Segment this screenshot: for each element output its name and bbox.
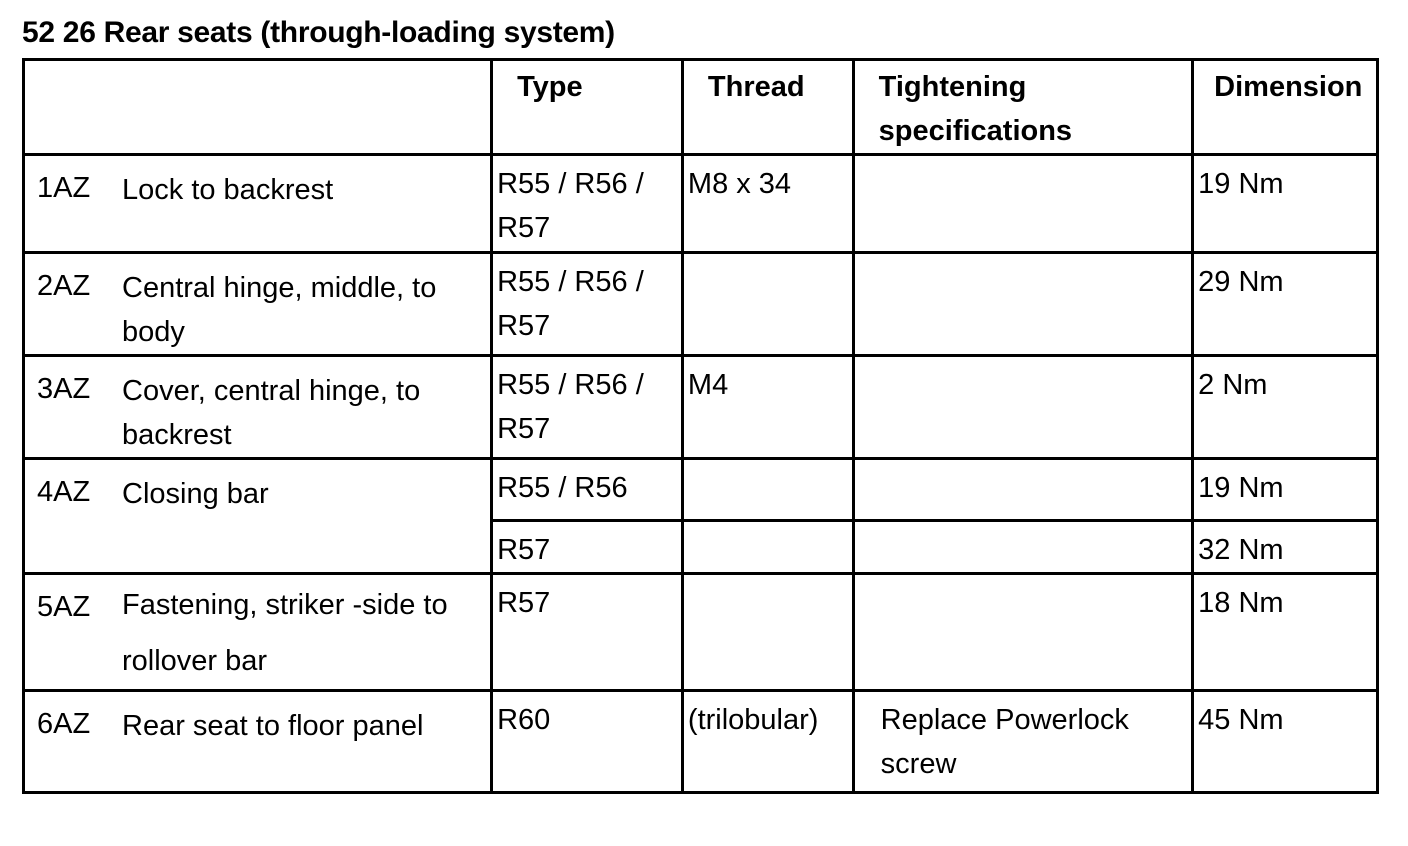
spec-value xyxy=(855,156,1192,162)
dimension-cell xyxy=(1193,459,1378,521)
spec-value xyxy=(855,460,1192,466)
spec-value: Replace Powerlock screw xyxy=(880,704,1129,780)
dimension-value: 19 Nm xyxy=(1198,168,1284,200)
spec-cell xyxy=(853,521,1193,574)
type-cell xyxy=(492,459,683,521)
type-value: R60 xyxy=(497,704,551,736)
dimension-cell xyxy=(1193,574,1378,691)
item-description: Cover, central hinge, to backrest xyxy=(122,375,421,451)
spec-cell xyxy=(853,155,1193,253)
table-row xyxy=(24,574,1378,691)
thread-cell xyxy=(682,521,853,574)
spec-cell xyxy=(853,459,1193,521)
item-description: Central hinge, middle, to body xyxy=(122,272,437,348)
thread-value xyxy=(684,254,852,260)
item-description: Rear seat to floor panel xyxy=(122,710,424,742)
thread-cell xyxy=(682,574,853,691)
type-value: R57 xyxy=(497,587,551,619)
spec-value xyxy=(855,254,1192,260)
item-code: 4AZ xyxy=(37,476,91,508)
dimension-cell xyxy=(1193,155,1378,253)
item-cell xyxy=(24,356,492,459)
dimension-value: 2 Nm xyxy=(1198,369,1268,401)
header-thread: Thread xyxy=(682,60,853,155)
table-row xyxy=(24,253,1378,356)
header-tightening-specifications: Tightening specifications xyxy=(853,60,1193,155)
type-value: R55 / R56 / R57 xyxy=(497,266,644,342)
dimension-cell xyxy=(1193,356,1378,459)
item-cell xyxy=(24,155,492,253)
thread-value xyxy=(684,460,852,466)
item-code: 3AZ xyxy=(37,373,91,405)
thread-value xyxy=(684,575,852,581)
thread-cell xyxy=(682,459,853,521)
dimension-value: 32 Nm xyxy=(1198,534,1284,566)
item-description: Lock to backrest xyxy=(122,174,334,206)
thread-cell xyxy=(682,691,853,793)
dimension-value: 29 Nm xyxy=(1198,266,1284,298)
header-item xyxy=(24,60,492,155)
thread-value: M8 x 34 xyxy=(687,168,792,200)
page-title: 52 26 Rear seats (through-loading system) xyxy=(22,16,615,49)
dimension-cell xyxy=(1193,253,1378,356)
dimension-cell xyxy=(1193,521,1378,574)
type-cell xyxy=(492,356,683,459)
table-row xyxy=(24,459,1378,521)
header-type: Type xyxy=(492,60,683,155)
table-header-row xyxy=(24,60,1378,155)
table-row xyxy=(24,356,1378,459)
item-cell xyxy=(24,691,492,793)
spec-cell xyxy=(853,691,1193,793)
spec-cell xyxy=(853,253,1193,356)
thread-value xyxy=(684,522,852,528)
type-value: R55 / R56 / R57 xyxy=(497,168,644,244)
header-dimension: Dimension xyxy=(1193,60,1378,155)
item-code: 1AZ xyxy=(37,172,91,204)
item-cell xyxy=(24,253,492,356)
dimension-value: 45 Nm xyxy=(1198,704,1284,736)
type-cell xyxy=(492,253,683,356)
thread-value: M4 xyxy=(687,369,729,401)
table-row xyxy=(24,691,1378,793)
type-cell xyxy=(492,691,683,793)
thread-cell xyxy=(682,253,853,356)
item-description: Fastening, striker -side to rollover bar xyxy=(122,589,448,677)
item-description: Closing bar xyxy=(122,478,269,510)
spec-cell xyxy=(853,574,1193,691)
type-value: R55 / R56 xyxy=(497,472,628,504)
item-code: 5AZ xyxy=(37,591,91,623)
spec-cell xyxy=(853,356,1193,459)
dimension-value: 18 Nm xyxy=(1198,587,1284,619)
type-cell xyxy=(492,155,683,253)
item-cell xyxy=(24,574,492,691)
spec-value xyxy=(855,575,1192,581)
type-value: R55 / R56 / R57 xyxy=(497,369,644,445)
type-cell xyxy=(492,574,683,691)
thread-value: (trilobular) xyxy=(687,704,819,736)
item-cell xyxy=(24,459,492,574)
item-code: 6AZ xyxy=(37,708,91,740)
spec-value xyxy=(855,357,1192,363)
tightening-torque-table xyxy=(22,58,1379,794)
dimension-cell xyxy=(1193,691,1378,793)
type-value: R57 xyxy=(497,534,551,566)
item-code: 2AZ xyxy=(37,270,91,302)
dimension-value: 19 Nm xyxy=(1198,472,1284,504)
spec-value xyxy=(855,522,1192,528)
type-cell xyxy=(492,521,683,574)
table-row xyxy=(24,155,1378,253)
thread-cell xyxy=(682,356,853,459)
thread-cell xyxy=(682,155,853,253)
